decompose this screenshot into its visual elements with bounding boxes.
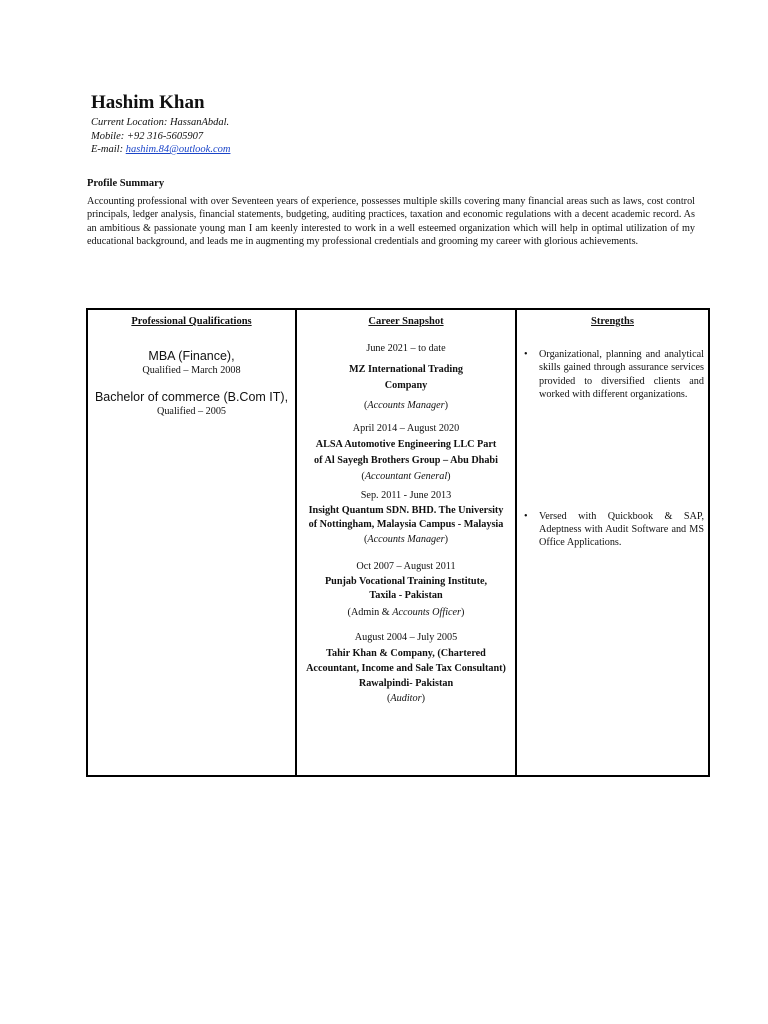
- career-org: MZ International Trading Company: [349, 364, 463, 391]
- qualification-title: Bachelor of commerce (B.Com IT),: [94, 390, 289, 404]
- career-entry: [297, 343, 515, 411]
- career-org: ALSA Automotive Engineering LLC Part of Al Sayegh Brothers Group – Abu Dhabi: [314, 439, 498, 466]
- career-role-prefix: Admin &: [350, 607, 393, 618]
- career-org: Tahir Khan & Company, (Chartered Accountant, Income and Sale Tax Consultant) Rawalpindi- Pakistan: [306, 648, 506, 689]
- career-entry: [297, 423, 515, 482]
- career-entry: [297, 561, 515, 618]
- candidate-name: Hashim Khan: [91, 92, 205, 113]
- career-column: [296, 309, 516, 776]
- strengths-heading: Strengths: [591, 316, 634, 327]
- resume-table: [86, 308, 710, 777]
- qualifications-column: [87, 309, 296, 776]
- career-role-title: Accountant General: [364, 471, 448, 482]
- strengths-column: [516, 309, 709, 776]
- mobile-line: Mobile: +92 316-5605907: [91, 130, 204, 142]
- career-dates: August 2004 – July 2005: [354, 632, 458, 643]
- career-role-title: Accounts Officer: [392, 607, 462, 618]
- career-role: (Auditor): [387, 693, 425, 704]
- strength-item: • Versed with Quickbook & SAP, Adeptness with Audit Software and MS Office Applications.: [539, 510, 708, 550]
- career-org: Insight Quantum SDN. BHD. The University of Nottingham, Malaysia Campus - Malaysia: [308, 505, 504, 530]
- career-role: (Accountant General): [361, 471, 451, 482]
- career-heading: Career Snapshot: [368, 316, 444, 327]
- career-role-title: Accounts Manager: [367, 534, 445, 545]
- email-label: E-mail:: [91, 144, 126, 155]
- email-link[interactable]: hashim.84@outlook.com: [125, 144, 231, 155]
- profile-summary-heading: Profile Summary: [87, 178, 165, 189]
- strength-item: • Organizational, planning and analytical skills gained through assurance services provided to diversified clients and worked with different organizations.: [539, 348, 708, 402]
- career-dates: April 2014 – August 2020: [352, 423, 460, 434]
- career-dates: Sep. 2011 - June 2013: [360, 490, 452, 501]
- career-role-title: Accounts Manager: [367, 400, 445, 411]
- career-entry: [297, 632, 515, 704]
- qualification-item: [88, 349, 295, 376]
- location-line: Current Location: HassanAbdal.: [91, 117, 230, 128]
- qualification-title: MBA (Finance),: [148, 349, 235, 363]
- email-line: [91, 143, 230, 157]
- career-dates: Oct 2007 – August 2011: [356, 561, 456, 572]
- profile-summary-text: Accounting professional with over Seventeen years of experience, possesses multiple skills covering many financial areas such as laws, cost control principals, ledger analysis, financial statements, budgeting, auditing practices, taxation and economic regulations with a decent academic record. As an ambitious & passionate young man I am keenly interested to work in a well esteemed organization which will help in optimal utilization of my educational background, and leads me in augmenting my professional credentials and grooming my career with glorious achievements.: [87, 196, 695, 247]
- career-entry: [297, 490, 515, 545]
- qualifications-heading: Professional Qualifications: [131, 316, 252, 327]
- career-role-title: Auditor: [390, 693, 422, 704]
- career-dates: June 2021 – to date: [366, 343, 446, 354]
- strengths-list: [517, 348, 708, 550]
- qualification-date: Qualified – 2005: [156, 406, 227, 417]
- career-role: (Accounts Manager): [363, 534, 449, 545]
- qualification-item: [88, 390, 295, 417]
- qualification-date: Qualified – March 2008: [142, 365, 241, 376]
- career-role: (Accounts Manager): [363, 400, 449, 411]
- contact-block: [91, 116, 230, 157]
- career-role: (Admin & Accounts Officer): [347, 607, 465, 618]
- career-org: Punjab Vocational Training Institute, Taxila - Pakistan: [324, 576, 488, 601]
